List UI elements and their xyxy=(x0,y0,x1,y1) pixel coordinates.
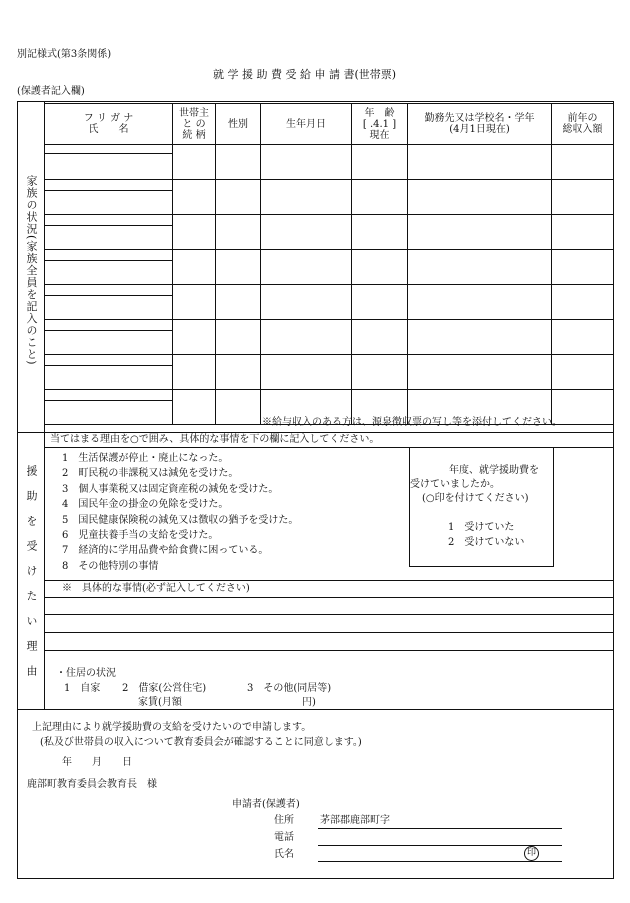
reason-item-5[interactable]: 5 国民健康保険税の減免又は徴収の猶予を受けた。 xyxy=(62,514,299,526)
housing-option-3[interactable]: 3 その他(同居等) xyxy=(247,683,332,694)
family-row xyxy=(45,285,614,320)
family-name-cell[interactable] xyxy=(45,320,173,355)
family-name-cell[interactable] xyxy=(45,215,173,250)
previous-aid-line2: 受けていましたか。 xyxy=(410,479,500,490)
housing-label: ・住居の状況 xyxy=(56,668,116,679)
reason-list xyxy=(62,451,298,574)
reason-item-3[interactable]: 3 個人事業税又は固定資産税の減免を受けた。 xyxy=(62,483,279,495)
family-row xyxy=(45,180,614,215)
name-field[interactable] xyxy=(318,861,562,862)
family-name-cell[interactable] xyxy=(45,390,173,425)
col-income-header: 前年の 総収入額 xyxy=(552,104,614,145)
declaration-line1: 上記理由により就学援助費の支給を受けたいので申請します。 xyxy=(32,722,312,733)
address-field[interactable]: 茅部郡鹿部町字 xyxy=(320,815,390,826)
col-name-header: フ リ ガ ナ 氏 名 xyxy=(45,104,173,145)
rent-label: 家賃(月額 xyxy=(138,697,182,708)
family-note: ※給与収入のある方は、源泉徴収票の写し等を添付してください。 xyxy=(262,417,562,428)
application-date[interactable]: 年 月 日 xyxy=(62,757,132,768)
declaration-line2: (私及び世帯員の収入について教育委員会が確認することに同意します。) xyxy=(40,737,362,748)
housing-option-2[interactable]: 2 借家(公営住宅) xyxy=(122,683,207,694)
section-label: (保護者記入欄) xyxy=(17,86,85,97)
previous-aid-line1: 年度、就学援助費を xyxy=(449,465,539,476)
family-name-cell[interactable] xyxy=(45,145,173,180)
seal-mark: 印 xyxy=(524,846,539,861)
previous-aid-option-2[interactable]: 2 受けていない xyxy=(448,537,525,548)
reason-item-7[interactable]: 7 経済的に学用品費や給食費に困っている。 xyxy=(62,545,269,557)
col-work-header: 勤務先又は学校名・学年 (4月1日現在) xyxy=(408,104,552,145)
reason-item-1[interactable]: 1 生活保護が停止・廃止になった。 xyxy=(62,453,229,464)
reasons-intro: 当てはまる理由を○で囲み、具体的な事情を下の欄に記入してください。 xyxy=(50,434,380,445)
detail-label: ※ 具体的な事情(必ず記入してください) xyxy=(62,583,250,594)
addressee: 鹿部町教育委員会教育長 様 xyxy=(27,779,157,790)
family-name-cell[interactable] xyxy=(45,285,173,320)
col-relation-header: 世帯主 と の 続 柄 xyxy=(173,104,216,145)
reason-item-6[interactable]: 6 児童扶養手当の支給を受けた。 xyxy=(62,530,219,542)
family-row xyxy=(45,215,614,250)
col-sex-header: 性別 xyxy=(216,104,261,145)
applicant-label: 申請者(保護者) xyxy=(232,799,300,810)
col-birth-header: 生年月日 xyxy=(261,104,352,145)
housing-option-1[interactable]: 1 自家 xyxy=(64,683,101,694)
previous-aid-option-1[interactable]: 1 受けていた xyxy=(448,522,515,533)
family-name-cell[interactable] xyxy=(45,180,173,215)
col-age-header: 年 齢 [ .4.1 ] 現在 xyxy=(352,104,408,145)
reasons-side-label: 援助を受けたい理由 xyxy=(25,465,38,690)
address-label: 住所 xyxy=(274,815,294,826)
name-label: 氏名 xyxy=(274,849,294,860)
family-row xyxy=(45,145,614,180)
family-table xyxy=(44,103,614,425)
reason-item-4[interactable]: 4 国民年金の掛金の免除を受けた。 xyxy=(62,499,229,511)
family-name-cell[interactable] xyxy=(45,250,173,285)
family-row xyxy=(45,355,614,390)
family-side-label: 家族の状況(家族全員を記入のこと) xyxy=(25,175,38,366)
form-reference: 別記様式(第3条関係) xyxy=(17,49,112,60)
reason-item-2[interactable]: 2 町民税の非課税又は減免を受けた。 xyxy=(62,468,239,480)
page-title: 就 学 援 助 費 受 給 申 請 書(世帯票) xyxy=(213,68,397,81)
phone-field[interactable] xyxy=(318,845,562,846)
family-row xyxy=(45,320,614,355)
previous-aid-line3: (○印を付けてください) xyxy=(422,493,529,504)
family-row xyxy=(45,250,614,285)
reason-item-8[interactable]: 8 その他特別の事情 xyxy=(62,560,159,572)
rent-unit: 円) xyxy=(302,697,316,708)
phone-label: 電話 xyxy=(274,832,294,843)
family-name-cell[interactable] xyxy=(45,355,173,390)
